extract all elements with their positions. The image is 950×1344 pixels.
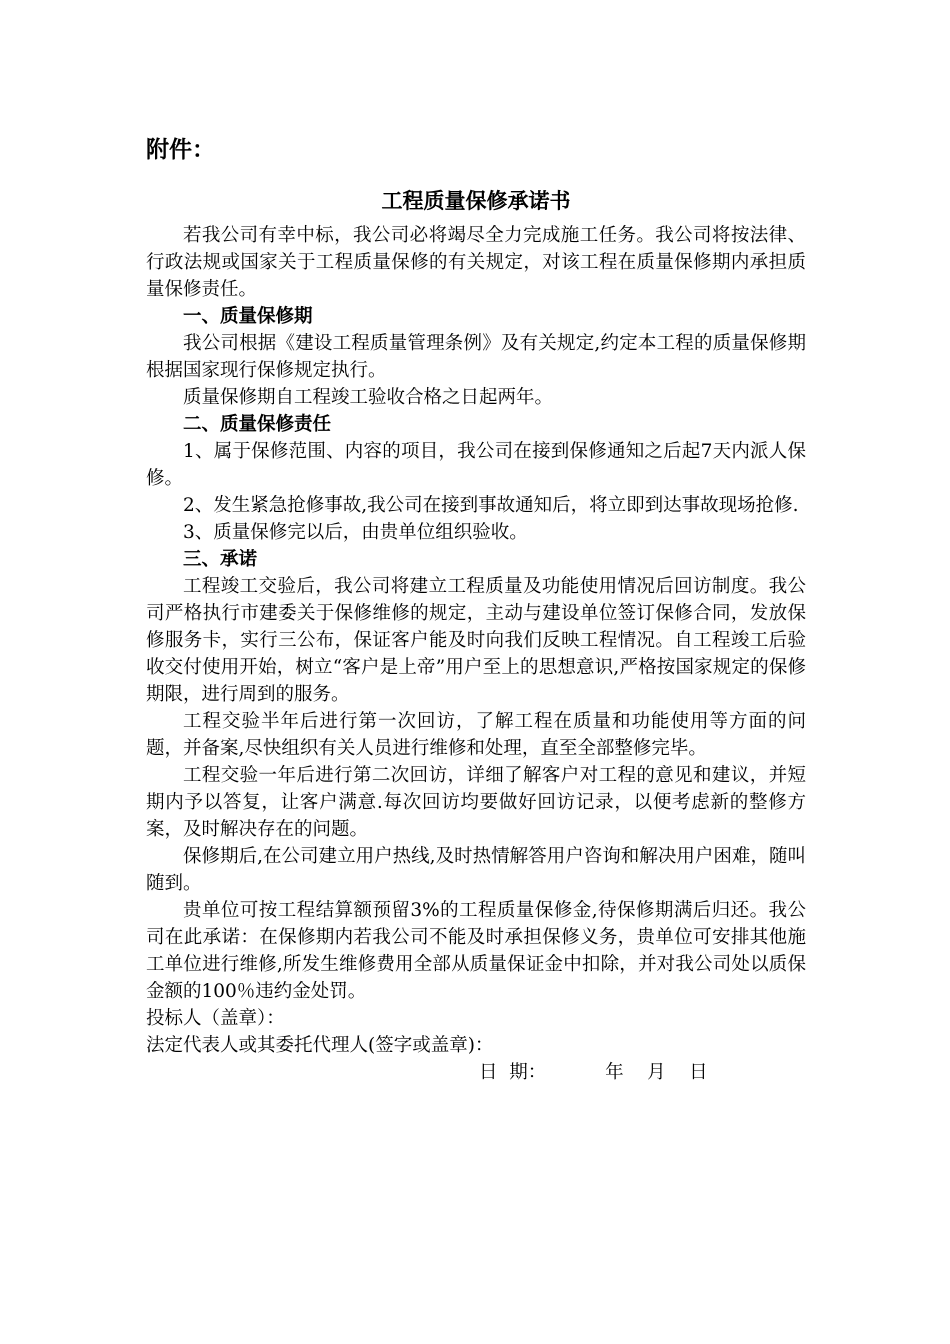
attachment-label: 附件： [146, 136, 215, 163]
section-3-paragraph-3: 工程交验一年后进行第二次回访，详细了解客户对工程的意见和建议，并短期内予以答复，让客户满意.每次回访均要做好回访记录，以便考虑新的整修方案，及时解决存在的问题。 [146, 765, 806, 840]
section-1-heading: 一、质量保修期 [183, 306, 313, 327]
section-2-item-1: 1、属于保修范围、内容的项目，我公司在接到保修通知之后起7天内派人保修。 [146, 441, 806, 489]
document-title: 工程质量保修承诺书 [381, 188, 571, 213]
section-3-heading: 三、承诺 [183, 549, 258, 570]
section-3-paragraph-4: 保修期后,在公司建立用户热线,及时热情解答用户咨询和解决用户困难，随叫随到。 [146, 846, 806, 894]
document-body [146, 222, 806, 1086]
section-3-paragraph-5: 贵单位可按工程结算额预留3%的工程质量保修金,待保修期满后归还。我公司在此承诺：在保修期内若我公司不能及时承担保修义务，贵单位可安排其他施工单位进行维修,所发生维修费用全部从质量保证金中扣除，并对我公司处以质保金额的100％违约金处罚。 [146, 900, 806, 1002]
section-1-paragraph-1: 我公司根据《建设工程质量管理条例》及有关规定,约定本工程的质量保修期根据国家现行保修规定执行。 [146, 333, 806, 381]
section-2-item-3: 3、质量保修完以后，由贵单位组织验收。 [183, 522, 528, 543]
section-3-paragraph-1: 工程竣工交验后，我公司将建立工程质量及功能使用情况后回访制度。我公司严格执行市建委关于保修维修的规定，主动与建设单位签订保修合同，发放保修服务卡，实行三公布，保证客户能及时向我们反映工程情况。自工程竣工后验收交付使用开始，树立“客户是上帝”用户至上的思想意识,严格按国家规定的保修期限，进行周到的服务。 [146, 576, 806, 705]
representative-signature-line: 法定代表人或其委托代理人(签字或盖章)： [146, 1035, 494, 1056]
section-2-item-2: 2、发生紧急抢修事故,我公司在接到事故通知后，将立即到达事故现场抢修. [183, 495, 799, 516]
section-1-paragraph-2: 质量保修期自工程竣工验收合格之日起两年。 [183, 387, 554, 408]
intro-paragraph: 若我公司有幸中标，我公司必将竭尽全力完成施工任务。我公司将按法律、行政法规或国家关于工程质量保修的有关规定，对该工程在质量保修期内承担质量保修责任。 [146, 225, 806, 300]
section-2-heading: 二、质量保修责任 [183, 414, 332, 435]
section-3-paragraph-2: 工程交验半年后进行第一次回访，了解工程在质量和功能使用等方面的问题，并备案,尽快组织有关人员进行维修和处理，直至全部整修完毕。 [146, 711, 806, 759]
bidder-seal-line: 投标人（盖章）： [146, 1008, 285, 1029]
date-line: 日 期： 年 月 日 [479, 1062, 708, 1083]
